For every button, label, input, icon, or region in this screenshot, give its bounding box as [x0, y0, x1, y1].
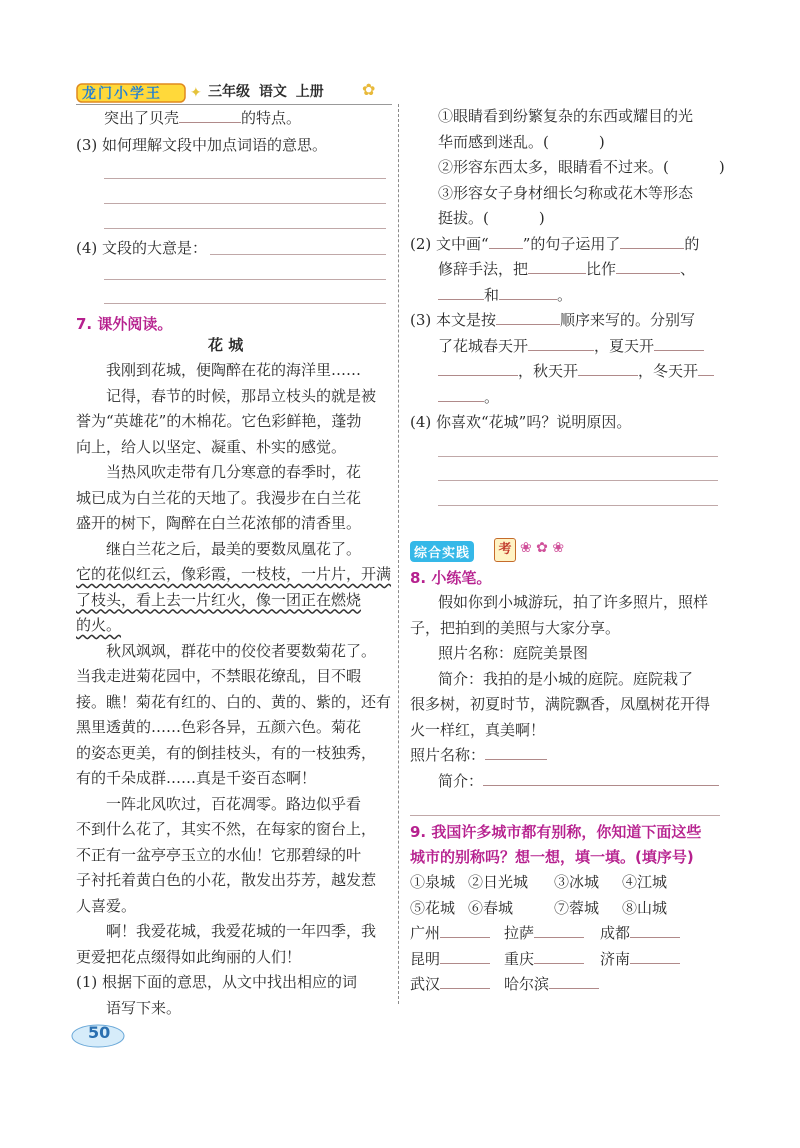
photo-name-blank[interactable]: [485, 743, 547, 760]
underlined-sentence: 它的花似红云，像彩霞，一枝枝，一片片，开满: [76, 565, 392, 583]
question-4-right: (4) 你喜欢“花城”吗？说明原因。: [410, 413, 632, 431]
question-4-left: (4) 文段的大意是：: [76, 239, 208, 257]
answer-line[interactable]: [104, 203, 386, 204]
article-title: 花 城: [208, 336, 244, 354]
answer-blank[interactable]: [496, 308, 560, 325]
city-answer-blank[interactable]: [630, 921, 680, 938]
answer-blank[interactable]: [528, 334, 594, 351]
answer-blank[interactable]: [620, 232, 684, 249]
butterfly-icon: ❀ ✿ ❀: [520, 540, 565, 556]
answer-line[interactable]: [104, 178, 386, 179]
header-volume: 上册: [295, 84, 324, 100]
right-column: ①眼睛看到纷繁复杂的东西或耀目的光 华而感到迷乱。( ) ②形容东西太多，眼睛看不过来。( ) ③形容女子身材细长匀称或花木等形态 挺拔。( ) (2) 文中画“ ”的句子运用了 的 修辞手法，把 比作 、 和 。 (3) 本文是按 顺序来写的。分别写 了花城春天开 ，夏天开 ，秋天开 ，冬天开 。 (4) 你喜欢“花城”吗？说明原因。: [410, 104, 730, 436]
answer-line[interactable]: [210, 254, 386, 255]
city-label: 拉萨: [504, 924, 535, 942]
option: ②日光城: [468, 873, 529, 891]
city-answer-blank[interactable]: [440, 921, 490, 938]
answer-line[interactable]: [410, 815, 720, 816]
section-8-body: 假如你到小城游玩，拍了许多照片，照样 子，把拍到的美照与大家分享。 照片名称：庭院美景图 简介：我拍的是小城的庭院。庭院栽了 很多树，初夏时节，满院飘香，凤凰树花开得 火一样红，真美啊！ 照片名称： 简介：: [410, 590, 730, 794]
page-number: 50: [88, 1023, 111, 1042]
city-answer-blank[interactable]: [630, 947, 680, 964]
city-answer-blank[interactable]: [440, 947, 490, 964]
article-body: 我刚到花城，便陶醉在花的海洋里…… 记得，春节的时候，那昂立枝头的就是被 誉为“英雄花”的木棉花。它色彩鲜艳，蓬勃 向上，给人以坚定、凝重、朴实的感觉。 当热风吹走带有几分寒意的春季时，花 城已成为白兰花的天地了。我漫步在白兰花 盛开的树下，陶醉在白兰花浓郁的清香里。 继白兰花之后，最美的要数凤凰花了。 它的花似红云，像彩霞，一枝枝，一片片，开满 了枝头，看上去一片红火，像一团正在燃烧 的火。 秋风飒飒，群花中的佼佼者要数菊花了。 当我走进菊花园中，不禁眼花缭乱，目不暇 接。瞧！菊花有红的、白的、黄的、紫的，还有 黑里透黄的……色彩各异，五颜六色。菊花 的姿态更美，有的倒挂枝头，有的一枝独秀， 有的千朵成群……真是千姿百态啊！ 一阵北风吹过，百花凋零。路边似乎看 不到什么花了，其实不然，在每家的窗台上， 不正有一盆亭亭玉立的水仙！它那碧绿的叶 子衬托着黄白色的小花，散发出芬芳，越发惹 人喜爱。 啊！我爱花城，我爱花城的一年四季，我 更爱把花点缀得如此绚丽的人们！ (1) 根据下面的意思，从文中找出相应的词 语写下来。: [76, 361, 392, 1017]
answer-blank[interactable]: [698, 359, 714, 376]
option: ⑤花城: [410, 898, 456, 917]
option: ⑧山城: [622, 898, 668, 917]
alias-options: [410, 870, 730, 998]
photo-desc-blank[interactable]: [483, 769, 719, 786]
city-answer-blank[interactable]: [440, 972, 490, 989]
answer-blank[interactable]: [654, 334, 704, 351]
answer-line[interactable]: [438, 456, 718, 457]
city-answer-blank[interactable]: [534, 947, 584, 964]
answer-blank[interactable]: [438, 385, 484, 402]
answer-blank[interactable]: [438, 283, 484, 300]
city-label: 成都: [600, 924, 631, 942]
city-label: 哈尔滨: [504, 975, 550, 993]
logo-text: 龙门小学王: [82, 86, 162, 102]
answer-blank[interactable]: [528, 257, 586, 274]
header-logo: [76, 82, 188, 104]
column-divider: [398, 104, 399, 1004]
option: ③冰城: [554, 873, 600, 891]
option: ⑥春城: [468, 898, 514, 917]
answer-blank[interactable]: [179, 106, 241, 123]
city-label: 昆明: [410, 949, 441, 968]
question-3-left: (3) 如何理解文段中加点词语的意思。: [76, 136, 328, 154]
option: ①泉城: [410, 873, 456, 891]
underlined-sentence: 的火。: [76, 616, 122, 634]
city-answer-blank[interactable]: [549, 972, 599, 989]
butterfly-icon: ✿: [362, 80, 376, 99]
question-3-right: (3) 本文是按 顺序来写的。分别写: [410, 308, 730, 334]
answer-blank[interactable]: [499, 283, 557, 300]
answer-line[interactable]: [438, 480, 718, 481]
question-1: (1) 根据下面的意思，从文中找出相应的词: [76, 973, 358, 991]
section-8-heading: 8. 小练笔。: [410, 569, 492, 587]
answer-line[interactable]: [438, 505, 718, 506]
question-2: (2) 文中画“ ”的句子运用了 的: [410, 232, 730, 258]
city-answer-blank[interactable]: [534, 921, 584, 938]
city-label: 广州: [410, 924, 441, 942]
page-number-badge: [70, 1020, 126, 1048]
practice-banner: [410, 538, 610, 564]
answer-line[interactable]: [104, 228, 386, 229]
banner-text: 综合实践: [410, 541, 474, 562]
section-9-heading: 9. 我国许多城市都有别称，你知道下面这些 城市的别称吗？想一想，填一填。(填序号): [410, 823, 702, 866]
option: ④江城: [622, 873, 668, 891]
city-label: 济南: [600, 949, 631, 968]
answer-blank[interactable]: [489, 232, 523, 249]
answer-blank[interactable]: [578, 359, 638, 376]
underlined-sentence: 了枝头，看上去一片红火，像一团正在燃烧: [76, 590, 362, 609]
star-icon: ✦: [190, 85, 202, 101]
header-stars: [190, 82, 202, 101]
header-grade: 三年级: [208, 84, 250, 100]
answer-line[interactable]: [104, 303, 386, 304]
option: ⑦蓉城: [554, 898, 600, 917]
city-label: 重庆: [504, 949, 535, 968]
answer-blank[interactable]: [438, 359, 518, 376]
header-rule: [76, 104, 392, 105]
answer-blank[interactable]: [616, 257, 680, 274]
header-subject: 语文: [258, 84, 287, 100]
section-7-heading: 7. 课外阅读。: [76, 315, 173, 333]
city-label: 武汉: [410, 975, 441, 993]
answer-line[interactable]: [104, 279, 386, 280]
banner-badge: 考: [494, 538, 516, 562]
header-title: [208, 80, 324, 106]
prev-line: 突出了贝壳 的特点。: [104, 106, 301, 132]
